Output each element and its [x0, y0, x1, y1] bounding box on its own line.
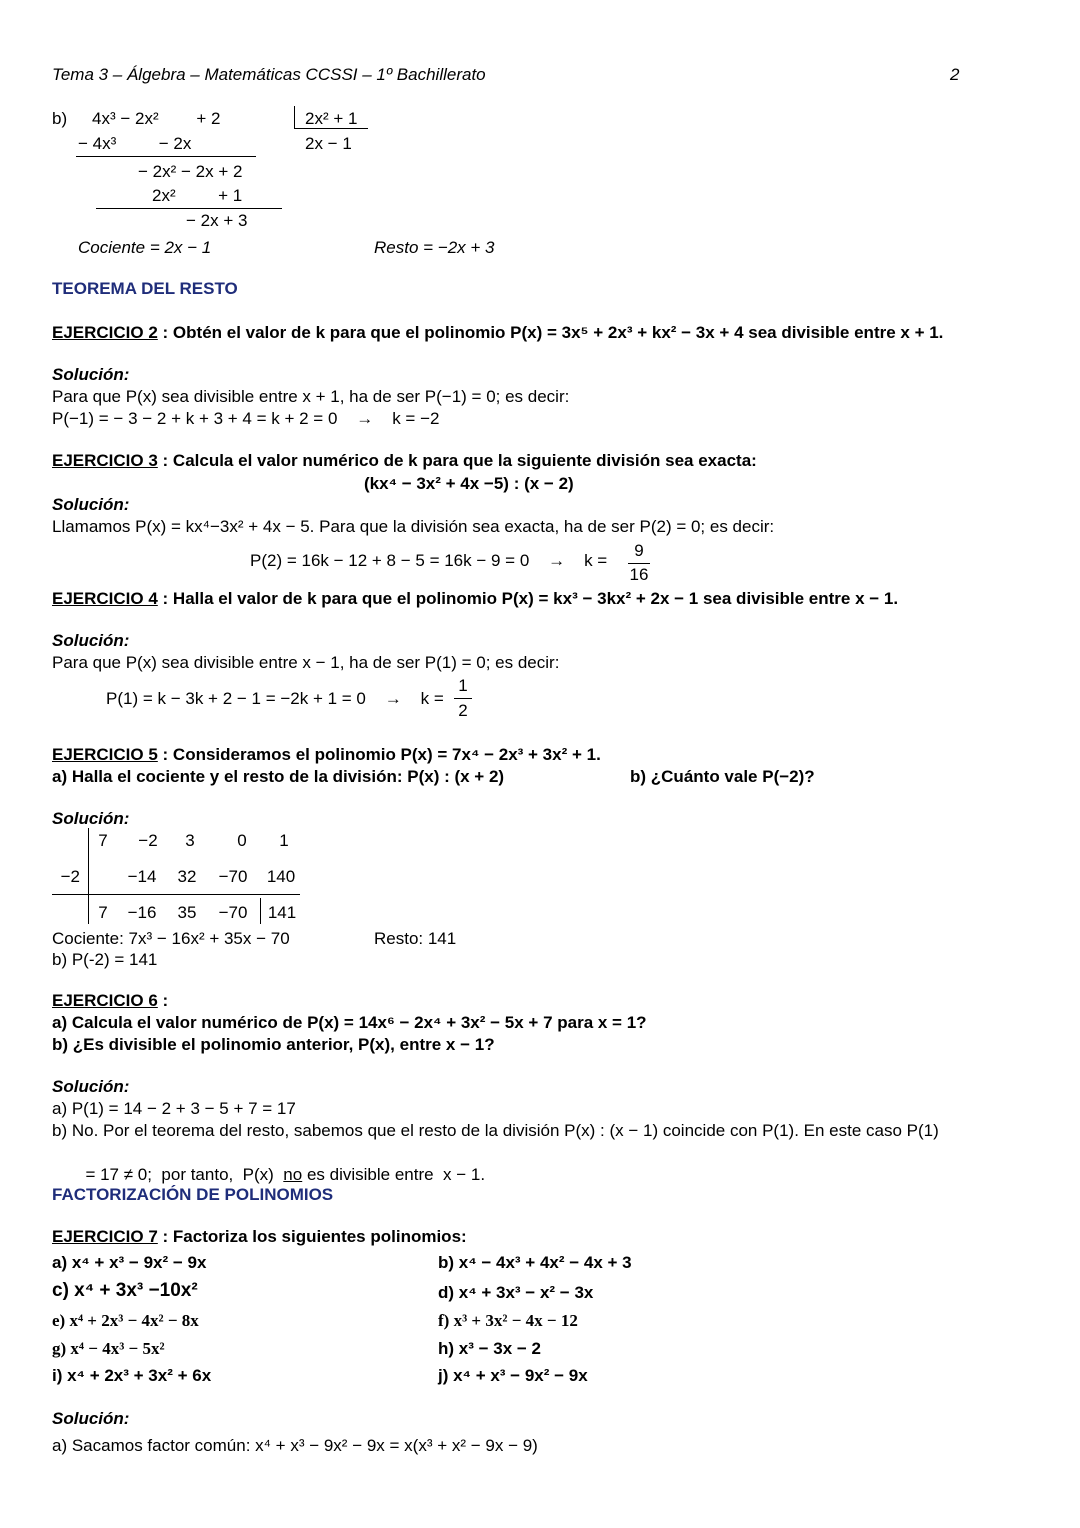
division-cociente: Cociente = 2x − 1 — [78, 238, 212, 257]
ruffini-mid-cell: 32 — [177, 867, 197, 886]
division-rule-2 — [96, 208, 282, 209]
exercise-6-solution-b-text-2: es divisible entre x − 1. — [302, 1165, 486, 1184]
exercise-2-solution-line-2: P(−1) = − 3 − 2 + k + 3 + 4 = k + 2 = 0 → k = −2 — [52, 409, 440, 428]
division-label: b) — [52, 109, 68, 128]
ruffini-bottom-cell: 35 — [177, 903, 197, 922]
exercise-4-text: : Halla el valor de k para que el polinomio P(x) = kx³ − 3kx² + 2x − 1 sea divisible entre x − 1. — [157, 589, 899, 608]
division-bracket-vertical — [294, 106, 295, 128]
exercise-4-label: EJERCICIO 4 — [52, 589, 158, 608]
ruffini-mid-cell: −70 — [218, 867, 248, 886]
exercise-7-item-d: d) x⁴ + 3x³ − x² − 3x — [438, 1283, 594, 1302]
ruffini-remainder-cell: 141 — [267, 903, 297, 922]
division-line-2: − 2x² − 2x + 2 — [138, 162, 243, 181]
exercise-4-solution-line-1: Para que P(x) sea divisible entre x − 1, ha de ser P(1) = 0; es decir: — [52, 653, 560, 672]
exercise-7-text: : Factoriza los siguientes polinomios: — [157, 1227, 467, 1246]
exercise-2-statement — [52, 322, 943, 344]
exercise-5-part-a: a) Halla el cociente y el resto de la división: P(x) : (x + 2) — [52, 767, 505, 786]
ruffini-root: −2 — [60, 867, 80, 886]
section-title-teorema-resto: TEOREMA DEL RESTO — [52, 279, 238, 298]
exercise-2-solution-label: Solución: — [52, 365, 130, 384]
exercise-7-item-g: g) x⁴ − 4x³ − 5x² — [52, 1339, 165, 1358]
exercise-7-statement — [52, 1226, 467, 1248]
exercise-7-item-i: i) x⁴ + 2x³ + 3x² + 6x — [52, 1366, 212, 1385]
exercise-5-solution-b: b) P(-2) = 141 — [52, 950, 158, 969]
ruffini-top-cell: 1 — [279, 831, 289, 850]
ruffini-vertical-line — [88, 828, 89, 924]
ruffini-top-cell: 7 — [98, 831, 108, 850]
exercise-5-solution-label: Solución: — [52, 809, 130, 828]
exercise-6-solution-b-text-1: = 17 ≠ 0; por tanto, P(x) — [85, 1165, 284, 1184]
exercise-3-solution-label: Solución: — [52, 495, 130, 514]
exercise-5-part-b: b) ¿Cuánto vale P(−2)? — [630, 767, 815, 786]
exercise-4-fraction-denominator: 2 — [458, 701, 468, 720]
exercise-7-item-a: a) x⁴ + x³ − 9x² − 9x — [52, 1253, 207, 1272]
ruffini-top-cell: −2 — [138, 831, 158, 850]
exercise-7-item-e: e) x⁴ + 2x³ − 4x² − 8x — [52, 1311, 199, 1330]
exercise-3-solution-line-1: Llamamos P(x) = kx⁴−3x² + 4x − 5. Para que la división sea exacta, ha de ser P(2) = 0; es decir: — [52, 517, 775, 536]
ruffini-bottom-cell: 7 — [98, 903, 108, 922]
division-resto: Resto = −2x + 3 — [374, 238, 495, 257]
exercise-5-statement — [52, 744, 601, 766]
exercise-5-resto: Resto: 141 — [374, 929, 457, 948]
exercise-3-fraction-numerator: 9 — [634, 541, 644, 560]
division-line-3: 2x² + 1 — [152, 186, 243, 205]
exercise-6-solution-b-line-2 — [76, 1142, 485, 1186]
exercise-6-statement — [52, 990, 168, 1012]
section-title-factorizacion: FACTORIZACIÓN DE POLINOMIOS — [52, 1185, 334, 1204]
division-divisor: 2x² + 1 — [305, 109, 358, 128]
ruffini-top-cell: 0 — [237, 831, 247, 850]
exercise-3-solution-line-2: P(2) = 16k − 12 + 8 − 5 = 16k − 9 = 0 → k = — [250, 551, 608, 570]
exercise-7-solution-label: Solución: — [52, 1409, 130, 1428]
exercise-6-label-suffix: : — [157, 991, 169, 1010]
exercise-4-solution-line-2: P(1) = k − 3k + 2 − 1 = −2k + 1 = 0 → k = — [106, 689, 444, 708]
ruffini-remainder-box — [260, 898, 261, 924]
division-rule-1 — [76, 156, 256, 157]
exercise-6-solution-b-line-1: b) No. Por el teorema del resto, sabemos que el resto de la división P(x) : (x − 1) coincide con P(1). En este caso P(1) — [52, 1121, 939, 1140]
exercise-4-statement — [52, 588, 898, 610]
exercise-7-item-j: j) x⁴ + x³ − 9x² − 9x — [438, 1366, 588, 1385]
division-dividend: 4x³ − 2x² + 2 — [92, 109, 221, 128]
exercise-6-solution-a: a) P(1) = 14 − 2 + 3 − 5 + 7 = 17 — [52, 1099, 296, 1118]
ruffini-top-cell: 3 — [185, 831, 195, 850]
exercise-3-label: EJERCICIO 3 — [52, 451, 158, 470]
ruffini-mid-cell: −14 — [127, 867, 157, 886]
division-line-4: − 2x + 3 — [186, 211, 248, 230]
exercise-7-item-f: f) x³ + 3x² − 4x − 12 — [438, 1311, 578, 1330]
exercise-4-fraction-bar — [454, 698, 472, 699]
division-quotient: 2x − 1 — [305, 134, 352, 153]
exercise-4-solution-label: Solución: — [52, 631, 130, 650]
exercise-6-solution-label: Solución: — [52, 1077, 130, 1096]
exercise-6-part-a: a) Calcula el valor numérico de P(x) = 14x⁶ − 2x⁴ + 3x² − 5x + 7 para x = 1? — [52, 1013, 647, 1032]
exercise-3-fraction-denominator: 16 — [629, 565, 649, 584]
exercise-3-statement — [52, 450, 757, 472]
exercise-3-expression: (kx⁴ − 3x² + 4x −5) : (x − 2) — [364, 474, 574, 493]
exercise-2-text: : Obtén el valor de k para que el polinomio P(x) = 3x⁵ + 2x³ + kx² − 3x + 4 sea divisible entre x + 1. — [157, 323, 944, 342]
ruffini-mid-cell: 140 — [266, 867, 296, 886]
ruffini-horizontal-line — [52, 894, 300, 895]
exercise-6-part-b: b) ¿Es divisible el polinomio anterior, P(x), entre x − 1? — [52, 1035, 495, 1054]
exercise-7-label: EJERCICIO 7 — [52, 1227, 158, 1246]
ruffini-bottom-cell: −70 — [218, 903, 248, 922]
division-line-1: − 4x³ − 2x — [78, 134, 192, 153]
exercise-3-text: : Calcula el valor numérico de k para que la siguiente división sea exacta: — [157, 451, 757, 470]
page-header-title: Tema 3 – Álgebra – Matemáticas CCSSI – 1º Bachillerato — [52, 65, 486, 84]
exercise-7-item-b: b) x⁴ − 4x³ + 4x² − 4x + 3 — [438, 1253, 632, 1272]
exercise-4-fraction-numerator: 1 — [458, 676, 468, 695]
exercise-7-item-c: c) x⁴ + 3x³ −10x² — [52, 1280, 198, 1301]
exercise-5-label: EJERCICIO 5 — [52, 745, 158, 764]
page-number: 2 — [950, 65, 960, 84]
exercise-5-text: : Consideramos el polinomio P(x) = 7x⁴ − 2x³ + 3x² + 1. — [157, 745, 601, 764]
exercise-2-solution-line-1: Para que P(x) sea divisible entre x + 1, ha de ser P(−1) = 0; es decir: — [52, 387, 570, 406]
ruffini-bottom-cell: −16 — [127, 903, 157, 922]
exercise-7-item-h: h) x³ − 3x − 2 — [438, 1339, 541, 1358]
exercise-2-label: EJERCICIO 2 — [52, 323, 158, 342]
exercise-5-cociente: Cociente: 7x³ − 16x² + 35x − 70 — [52, 929, 290, 948]
exercise-7-solution-a: a) Sacamos factor común: x⁴ + x³ − 9x² − 9x = x(x³ + x² − 9x − 9) — [52, 1436, 538, 1455]
exercise-6-solution-b-no: no — [283, 1165, 303, 1184]
exercise-6-label: EJERCICIO 6 — [52, 991, 158, 1010]
